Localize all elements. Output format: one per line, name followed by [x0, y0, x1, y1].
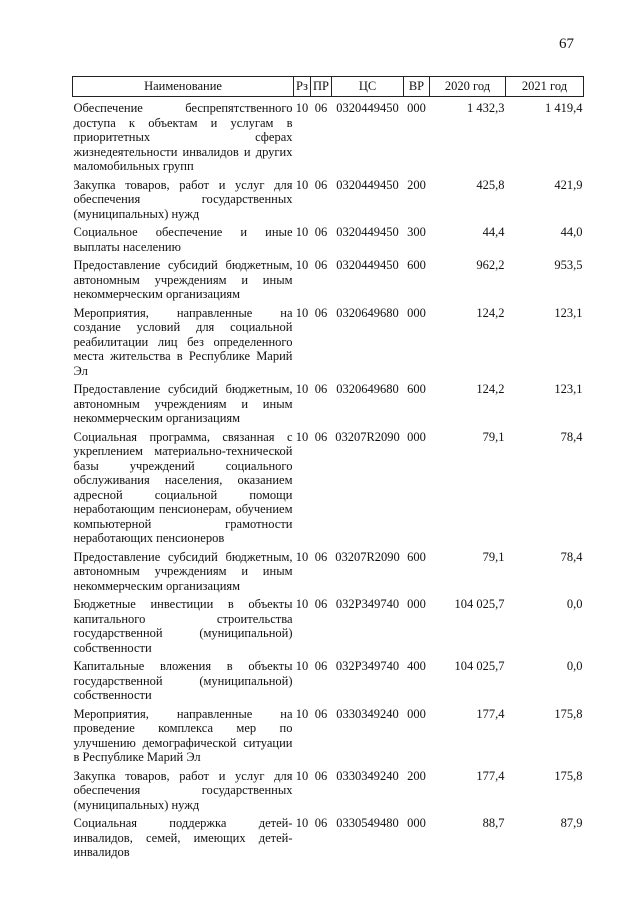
- row-2021: 175,8: [554, 768, 583, 783]
- header-vr: ВР: [404, 77, 430, 97]
- row-vr: 000: [407, 305, 426, 320]
- row-2020: 124,2: [476, 382, 505, 396]
- row-vr: 600: [407, 258, 426, 272]
- row-rz: 10: [295, 706, 309, 721]
- row-2021: 44,0: [560, 225, 583, 239]
- row-cs: 0320449450: [336, 225, 399, 239]
- page-number: 67: [559, 36, 574, 52]
- row-vr: 600: [407, 549, 426, 564]
- row-name: Предоставление субсидий бюджетным, автономным учреждениям и иным некоммерческим организациям: [73, 258, 293, 301]
- table-header-row: [73, 77, 584, 97]
- budget-table: [72, 76, 584, 860]
- row-2021: 421,9: [554, 177, 583, 192]
- row-pr: 06: [314, 768, 328, 783]
- row-2021: 953,5: [554, 258, 583, 272]
- row-2020: 79,1: [482, 429, 505, 444]
- row-2021: 175,8: [554, 706, 583, 721]
- row-name: Мероприятия, направленные на проведение комплекса мер по улучшению демографической ситуации в Республике Марий Эл: [73, 706, 293, 764]
- header-2020: 2020 год: [430, 77, 506, 97]
- row-cs: 032P349740: [335, 597, 400, 611]
- header-2021: 2021 год: [506, 77, 584, 97]
- table-row: [73, 378, 584, 426]
- row-pr: 06: [314, 429, 328, 444]
- table-row: [73, 302, 584, 379]
- row-2021: 87,9: [560, 816, 583, 830]
- header-rz: Рз: [294, 77, 311, 97]
- table-row: [73, 221, 584, 254]
- row-2020: 425,8: [476, 177, 505, 192]
- row-vr: 400: [407, 659, 426, 673]
- row-name: Закупка товаров, работ и услуг для обеспечения государственных (муниципальных) нужд: [73, 768, 293, 812]
- row-pr: 06: [314, 225, 328, 239]
- row-pr: 06: [314, 597, 328, 611]
- row-cs: 0320449450: [336, 101, 399, 115]
- row-cs: 03207R2090: [335, 429, 400, 444]
- row-cs: 032P349740: [335, 659, 400, 673]
- row-2021: 78,4: [560, 429, 583, 444]
- row-pr: 06: [314, 706, 328, 721]
- row-vr: 000: [407, 816, 426, 830]
- row-name: Капитальные вложения в объекты государственной (муниципальной) собственности: [73, 659, 293, 702]
- header-cs: ЦС: [332, 77, 404, 97]
- row-2020: 44,4: [482, 225, 505, 239]
- row-2020: 104 025,7: [454, 597, 505, 611]
- row-rz: 10: [295, 549, 309, 564]
- row-rz: 10: [295, 768, 309, 783]
- table-row: [73, 97, 584, 174]
- header-name: Наименование: [73, 77, 294, 97]
- row-2020: 177,4: [476, 768, 505, 783]
- row-vr: 000: [407, 706, 426, 721]
- row-rz: 10: [295, 429, 309, 444]
- row-name: Закупка товаров, работ и услуг для обеспечения государственных (муниципальных) нужд: [73, 177, 293, 221]
- row-cs: 0320449450: [336, 177, 399, 192]
- row-rz: 10: [295, 258, 309, 272]
- row-name: Предоставление субсидий бюджетным, автономным учреждениям и иным некоммерческим организациям: [73, 382, 293, 425]
- row-vr: 300: [407, 225, 426, 239]
- row-vr: 200: [407, 177, 426, 192]
- row-pr: 06: [314, 177, 328, 192]
- table-row: [73, 254, 584, 302]
- table-row: [73, 546, 584, 594]
- row-name: Социальная программа, связанная с укреплением материально-технической базы учреждений социального обслуживания населения, оказанием адресной социальной помощи неработающим пенсионерам, обучением компьютерной грамотности неработающих пенсионеров: [73, 429, 293, 545]
- row-name: Социальная поддержка детей-инвалидов, семей, имеющих детей-инвалидов: [73, 816, 293, 859]
- row-vr: 000: [407, 429, 426, 444]
- row-pr: 06: [314, 816, 328, 830]
- row-rz: 10: [295, 597, 309, 611]
- row-cs: 0320649680: [336, 305, 399, 320]
- row-rz: 10: [295, 225, 309, 239]
- row-pr: 06: [314, 258, 328, 272]
- row-rz: 10: [295, 816, 309, 830]
- row-2021: 0,0: [566, 659, 583, 673]
- row-vr: 200: [407, 768, 426, 783]
- row-2021: 78,4: [560, 549, 583, 564]
- row-2020: 962,2: [476, 258, 505, 272]
- table-row: [73, 655, 584, 703]
- row-2021: 123,1: [554, 382, 583, 396]
- row-pr: 06: [314, 659, 328, 673]
- row-name: Предоставление субсидий бюджетным, автономным учреждениям и иным некоммерческим организациям: [73, 549, 293, 593]
- row-2020: 124,2: [476, 305, 505, 320]
- row-2020: 1 432,3: [467, 101, 505, 115]
- row-2020: 177,4: [476, 706, 505, 721]
- row-cs: 0330349240: [336, 706, 399, 721]
- row-name: Мероприятия, направленные на создание условий для социальной реабилитации лиц без определенного места жительства в Республике Марий Эл: [73, 305, 293, 378]
- row-cs: 0330349240: [336, 768, 399, 783]
- row-2021: 123,1: [554, 305, 583, 320]
- row-pr: 06: [314, 382, 328, 396]
- row-name: Социальное обеспечение и иные выплаты населению: [73, 225, 293, 254]
- row-vr: 000: [407, 597, 426, 611]
- table-row: [73, 174, 584, 222]
- row-rz: 10: [295, 305, 309, 320]
- row-2020: 88,7: [482, 816, 505, 830]
- row-pr: 06: [314, 549, 328, 564]
- row-rz: 10: [295, 101, 309, 115]
- row-2020: 79,1: [482, 549, 505, 564]
- row-rz: 10: [295, 659, 309, 673]
- row-cs: 0320449450: [336, 258, 399, 272]
- table-row: [73, 812, 584, 860]
- row-cs: 0320649680: [336, 382, 399, 396]
- table-row: [73, 593, 584, 655]
- row-rz: 10: [295, 382, 309, 396]
- row-vr: 600: [407, 382, 426, 396]
- row-pr: 06: [314, 305, 328, 320]
- row-vr: 000: [407, 101, 426, 115]
- row-name: Обеспечение беспрепятственного доступа к объектам и услугам в приоритетных сферах жизнедеятельности инвалидов и других маломобильных групп: [73, 101, 293, 173]
- row-cs: 0330549480: [336, 816, 399, 830]
- table-row: [73, 703, 584, 765]
- row-2021: 1 419,4: [545, 101, 583, 115]
- row-2020: 104 025,7: [454, 659, 505, 673]
- header-pr: ПР: [311, 77, 332, 97]
- row-rz: 10: [295, 177, 309, 192]
- table-row: [73, 426, 584, 546]
- row-pr: 06: [314, 101, 328, 115]
- row-2021: 0,0: [566, 597, 583, 611]
- table-row: [73, 765, 584, 813]
- row-cs: 03207R2090: [335, 549, 400, 564]
- row-name: Бюджетные инвестиции в объекты капитального строительства государственной (муниципальной) собственности: [73, 597, 293, 655]
